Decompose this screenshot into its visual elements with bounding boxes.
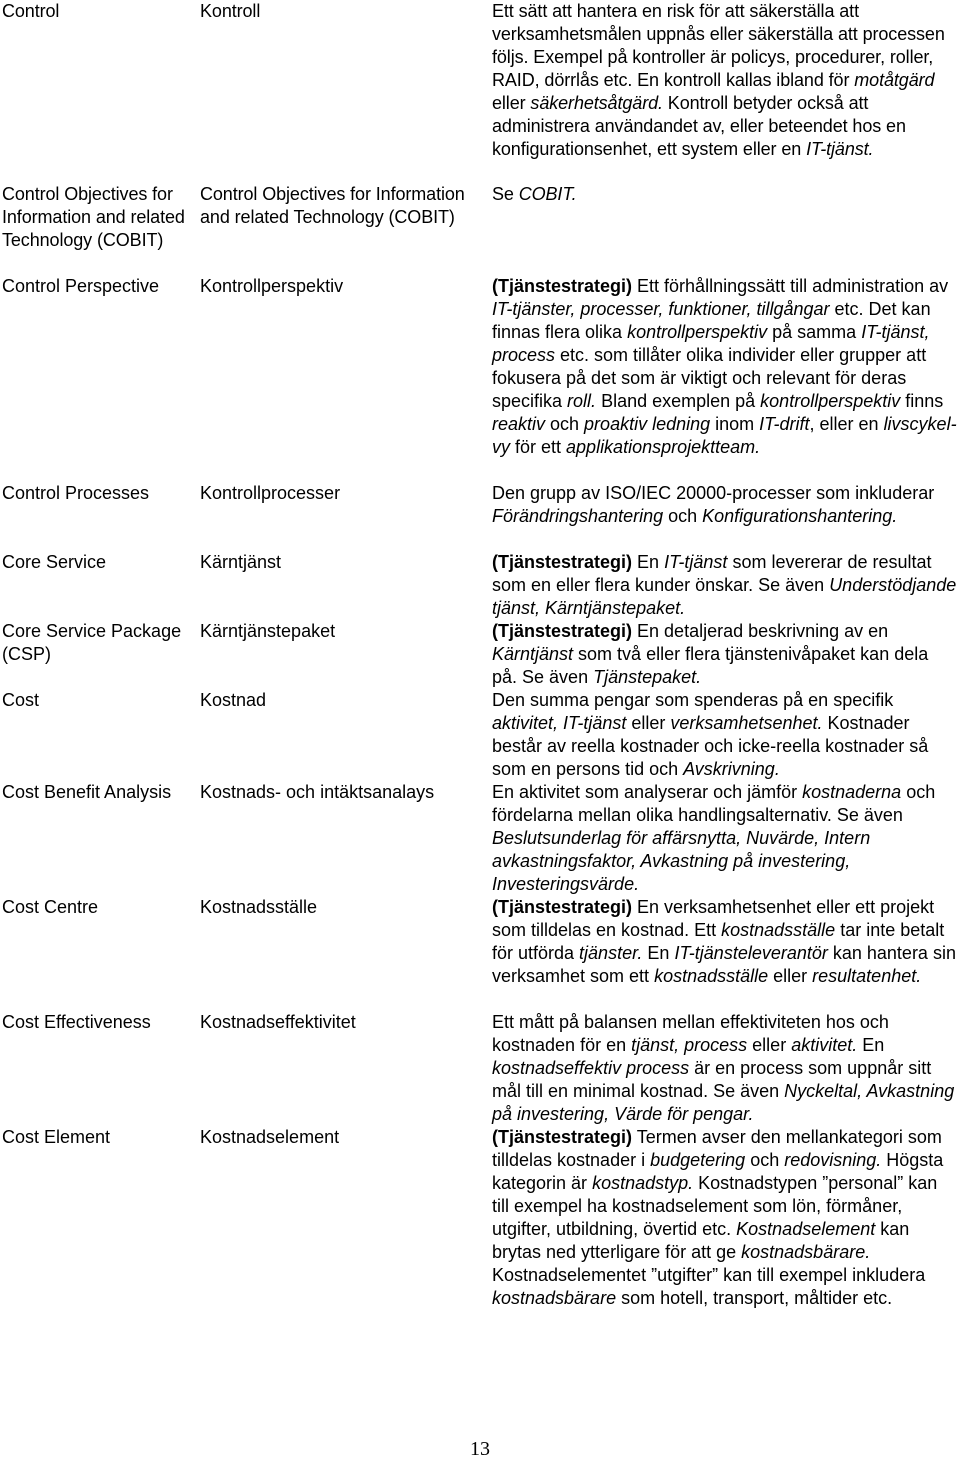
definition-run: kan brytas ned ytterligare för att ge bbox=[492, 1219, 910, 1262]
definition-run: Den grupp av ISO/IEC 20000-processer som inkluderar bbox=[492, 483, 935, 503]
term-swedish: Kontrollperspektiv bbox=[200, 276, 344, 296]
term-english: Control bbox=[2, 1, 60, 21]
definition-run: COBIT. bbox=[518, 184, 577, 204]
term-english: Cost Effectiveness bbox=[2, 1012, 151, 1032]
definition-run: (Tjänstestrategi) bbox=[492, 1127, 633, 1147]
glossary-row-cobit bbox=[2, 183, 960, 275]
term-definition bbox=[492, 689, 958, 781]
term-swedish: Kostnads- och intäktsanalays bbox=[200, 782, 435, 802]
definition-run: kostnadsbärare. bbox=[741, 1242, 871, 1262]
definition-run: Tjänstepaket. bbox=[593, 667, 702, 687]
definition-run: Ett sätt att hantera en risk för att säkerställa att verksamhetsmålen uppnås eller säkerställa att processen följs. Exempel på kontroller är policys, procedurer, roller, RAID, dörrlås etc. En kontroll kallas ibland för bbox=[492, 1, 945, 90]
definition-run: budgetering bbox=[650, 1150, 746, 1170]
glossary-row-cost bbox=[2, 689, 960, 781]
definition-run: Den summa pengar som spenderas på en specifik bbox=[492, 690, 894, 710]
term-swedish: Kontroll bbox=[200, 1, 261, 21]
definition-run: Understödjande tjänst, Kärntjänstepaket. bbox=[492, 575, 957, 618]
definition-run: tjänst, process bbox=[631, 1035, 748, 1055]
definition-run: kontrollperspektiv bbox=[627, 322, 768, 342]
definition-run: Termen avser den mellankategori som tilldelas kostnader i bbox=[492, 1127, 942, 1170]
definition-run: En bbox=[642, 943, 675, 963]
definition-run: eller bbox=[747, 1035, 792, 1055]
definition-run: (Tjänstestrategi) bbox=[492, 552, 633, 572]
glossary-table bbox=[2, 0, 960, 1356]
term-definition bbox=[492, 482, 958, 551]
definition-run: eller bbox=[626, 713, 671, 733]
term-swedish: Kostnadselement bbox=[200, 1127, 340, 1147]
definition-run: (Tjänstestrategi) bbox=[492, 276, 633, 296]
definition-run: proaktiv ledning bbox=[584, 414, 711, 434]
definition-run: och bbox=[745, 1150, 785, 1170]
definition-run: som levererar de resultat som en eller flera kunder önskar. Se även bbox=[492, 552, 932, 595]
definition-run: , eller en bbox=[809, 414, 884, 434]
definition-run: kostnaderna bbox=[802, 782, 902, 802]
definition-run: kontrollperspektiv bbox=[760, 391, 901, 411]
definition-run: IT-tjänst, process bbox=[492, 322, 930, 365]
definition-run: kostnadsbärare bbox=[492, 1288, 617, 1308]
definition-run: (Tjänstestrategi) bbox=[492, 621, 633, 641]
definition-run: på samma bbox=[767, 322, 862, 342]
definition-run: (Tjänstestrategi) bbox=[492, 897, 633, 917]
definition-run: applikationsprojektteam. bbox=[566, 437, 761, 457]
term-definition bbox=[492, 620, 958, 689]
definition-run: Kärntjänst bbox=[492, 644, 574, 664]
definition-run: verksamhetsenhet. bbox=[670, 713, 823, 733]
page-number: 13 bbox=[470, 1438, 490, 1460]
definition-run: kostnadsställe bbox=[654, 966, 769, 986]
definition-run: En bbox=[857, 1035, 885, 1055]
definition-run: och bbox=[663, 506, 703, 526]
glossary-row-control-processes bbox=[2, 482, 960, 551]
term-definition bbox=[492, 275, 958, 482]
definition-run: En bbox=[632, 552, 665, 572]
glossary-row-core-service-package bbox=[2, 620, 960, 689]
definition-run: livscykel-vy bbox=[492, 414, 957, 457]
term-swedish: Control Objectives for Information and related Technology (COBIT) bbox=[200, 184, 465, 227]
definition-run: etc. som tillåter olika individer eller grupper att fokusera på det som är viktigt och relevant för deras specifika bbox=[492, 345, 927, 411]
term-english: Core Service Package (CSP) bbox=[2, 621, 182, 664]
definition-run: Ett mått på balansen mellan effektiviteten hos och kostnaden för en bbox=[492, 1012, 889, 1055]
term-english: Core Service bbox=[2, 552, 107, 572]
definition-run: kan hantera sin verksamhet som ett bbox=[492, 943, 956, 986]
definition-run: kostnadstyp. bbox=[592, 1173, 694, 1193]
definition-run: En verksamhetsenhet eller ett projekt som tilldelas en kostnad. Ett bbox=[492, 897, 935, 940]
definition-run: och bbox=[545, 414, 585, 434]
term-swedish: Kostnadsställe bbox=[200, 897, 318, 917]
definition-run: IT-tjänsteleverantör bbox=[674, 943, 828, 963]
term-definition bbox=[492, 1126, 958, 1356]
glossary-row-cost-element bbox=[2, 1126, 960, 1356]
term-swedish: Kärntjänst bbox=[200, 552, 282, 572]
definition-run: Konfigurationshantering. bbox=[702, 506, 898, 526]
definition-run: Kostnadstypen ”personal” kan till exempel ha kostnadselement som lön, förmåner, utgifter, utbildning, övertid etc. bbox=[492, 1173, 938, 1239]
definition-run: Förändringshantering bbox=[492, 506, 664, 526]
definition-run: och fördelarna mellan olika handlingsalternativ. Se även bbox=[492, 782, 936, 825]
definition-run: reaktiv bbox=[492, 414, 546, 434]
definition-run: Kostnader består av reella kostnader och icke-reella kostnader så som en persons tid och bbox=[492, 713, 929, 779]
definition-run: motåtgärd bbox=[854, 70, 935, 90]
definition-run: redovisning. bbox=[784, 1150, 882, 1170]
term-swedish: Kostnadseffektivitet bbox=[200, 1012, 356, 1032]
definition-run: IT-drift bbox=[759, 414, 810, 434]
definition-run: finns bbox=[900, 391, 944, 411]
definition-run: Se bbox=[492, 184, 519, 204]
definition-run: kostnadseffektiv process bbox=[492, 1058, 690, 1078]
definition-run: kostnadsställe bbox=[721, 920, 836, 940]
definition-run: Kontroll betyder också att administrera användandet av, eller beteendet hos en konfigurationsenhet, ett system eller en bbox=[492, 93, 906, 159]
term-english: Cost Benefit Analysis bbox=[2, 782, 172, 802]
term-english: Control Perspective bbox=[2, 276, 160, 296]
definition-run: eller bbox=[768, 966, 813, 986]
definition-run: är en process som uppnår sitt mål till en minimal kostnad. Se även bbox=[492, 1058, 932, 1101]
term-definition bbox=[492, 183, 958, 275]
term-english: Cost bbox=[2, 690, 40, 710]
glossary-row-cost-effectiveness bbox=[2, 1011, 960, 1126]
term-english: Cost Element bbox=[2, 1127, 111, 1147]
glossary-row-control-perspective bbox=[2, 275, 960, 482]
term-definition bbox=[492, 781, 958, 896]
definition-run: inom bbox=[710, 414, 760, 434]
definition-run: resultatenhet. bbox=[812, 966, 922, 986]
definition-run: Avskrivning. bbox=[683, 759, 780, 779]
definition-run: Kostnadselement bbox=[736, 1219, 876, 1239]
term-english: Control Processes bbox=[2, 483, 150, 503]
definition-run: En aktivitet som analyserar och jämför bbox=[492, 782, 803, 802]
definition-run: IT-tjänst bbox=[664, 552, 728, 572]
definition-run: En detaljerad beskrivning av en bbox=[632, 621, 889, 641]
term-definition bbox=[492, 896, 958, 1011]
glossary-row-control bbox=[2, 0, 960, 183]
term-swedish: Kärntjänstepaket bbox=[200, 621, 336, 641]
term-swedish: Kostnad bbox=[200, 690, 267, 710]
definition-run: Nyckeltal, Avkastning på investering, Värde för pengar. bbox=[492, 1081, 955, 1124]
definition-run: etc. Det kan finnas flera olika bbox=[492, 299, 931, 342]
term-english: Cost Centre bbox=[2, 897, 99, 917]
definition-run: IT-tjänster, processer, funktioner, tillgångar bbox=[492, 299, 830, 319]
definition-run: säkerhetsåtgärd. bbox=[530, 93, 663, 113]
term-swedish: Kontrollprocesser bbox=[200, 483, 341, 503]
term-definition bbox=[492, 551, 958, 620]
definition-run: Bland exemplen på bbox=[596, 391, 761, 411]
definition-run: Ett förhållningssätt till administration av bbox=[632, 276, 949, 296]
definition-run: aktivitet, IT-tjänst bbox=[492, 713, 627, 733]
definition-run: Kostnadselementet ”utgifter” kan till exempel inkludera bbox=[492, 1265, 926, 1285]
definition-run: tar inte betalt för utförda bbox=[492, 920, 945, 963]
definition-run: som hotell, transport, måltider etc. bbox=[616, 1288, 893, 1308]
term-definition bbox=[492, 0, 958, 183]
definition-run: roll. bbox=[567, 391, 597, 411]
glossary-row-cost-benefit-analysis bbox=[2, 781, 960, 896]
term-definition bbox=[492, 1011, 958, 1126]
glossary-row-cost-centre bbox=[2, 896, 960, 1011]
definition-run: eller bbox=[492, 93, 531, 113]
definition-run: för ett bbox=[510, 437, 567, 457]
definition-run: Högsta kategorin är bbox=[492, 1150, 944, 1193]
term-english: Control Objectives for Information and related Technology (COBIT) bbox=[2, 184, 185, 250]
glossary-row-core-service bbox=[2, 551, 960, 620]
definition-run: tjänster. bbox=[579, 943, 643, 963]
definition-run: aktivitet. bbox=[791, 1035, 858, 1055]
definition-run: IT-tjänst. bbox=[806, 139, 874, 159]
definition-run: Beslutsunderlag för affärsnytta, Nuvärde, Intern avkastningsfaktor, Avkastning på investering, Investeringsvärde. bbox=[492, 828, 871, 894]
definition-run: som två eller flera tjänstenivåpaket kan dela på. Se även bbox=[492, 644, 929, 687]
